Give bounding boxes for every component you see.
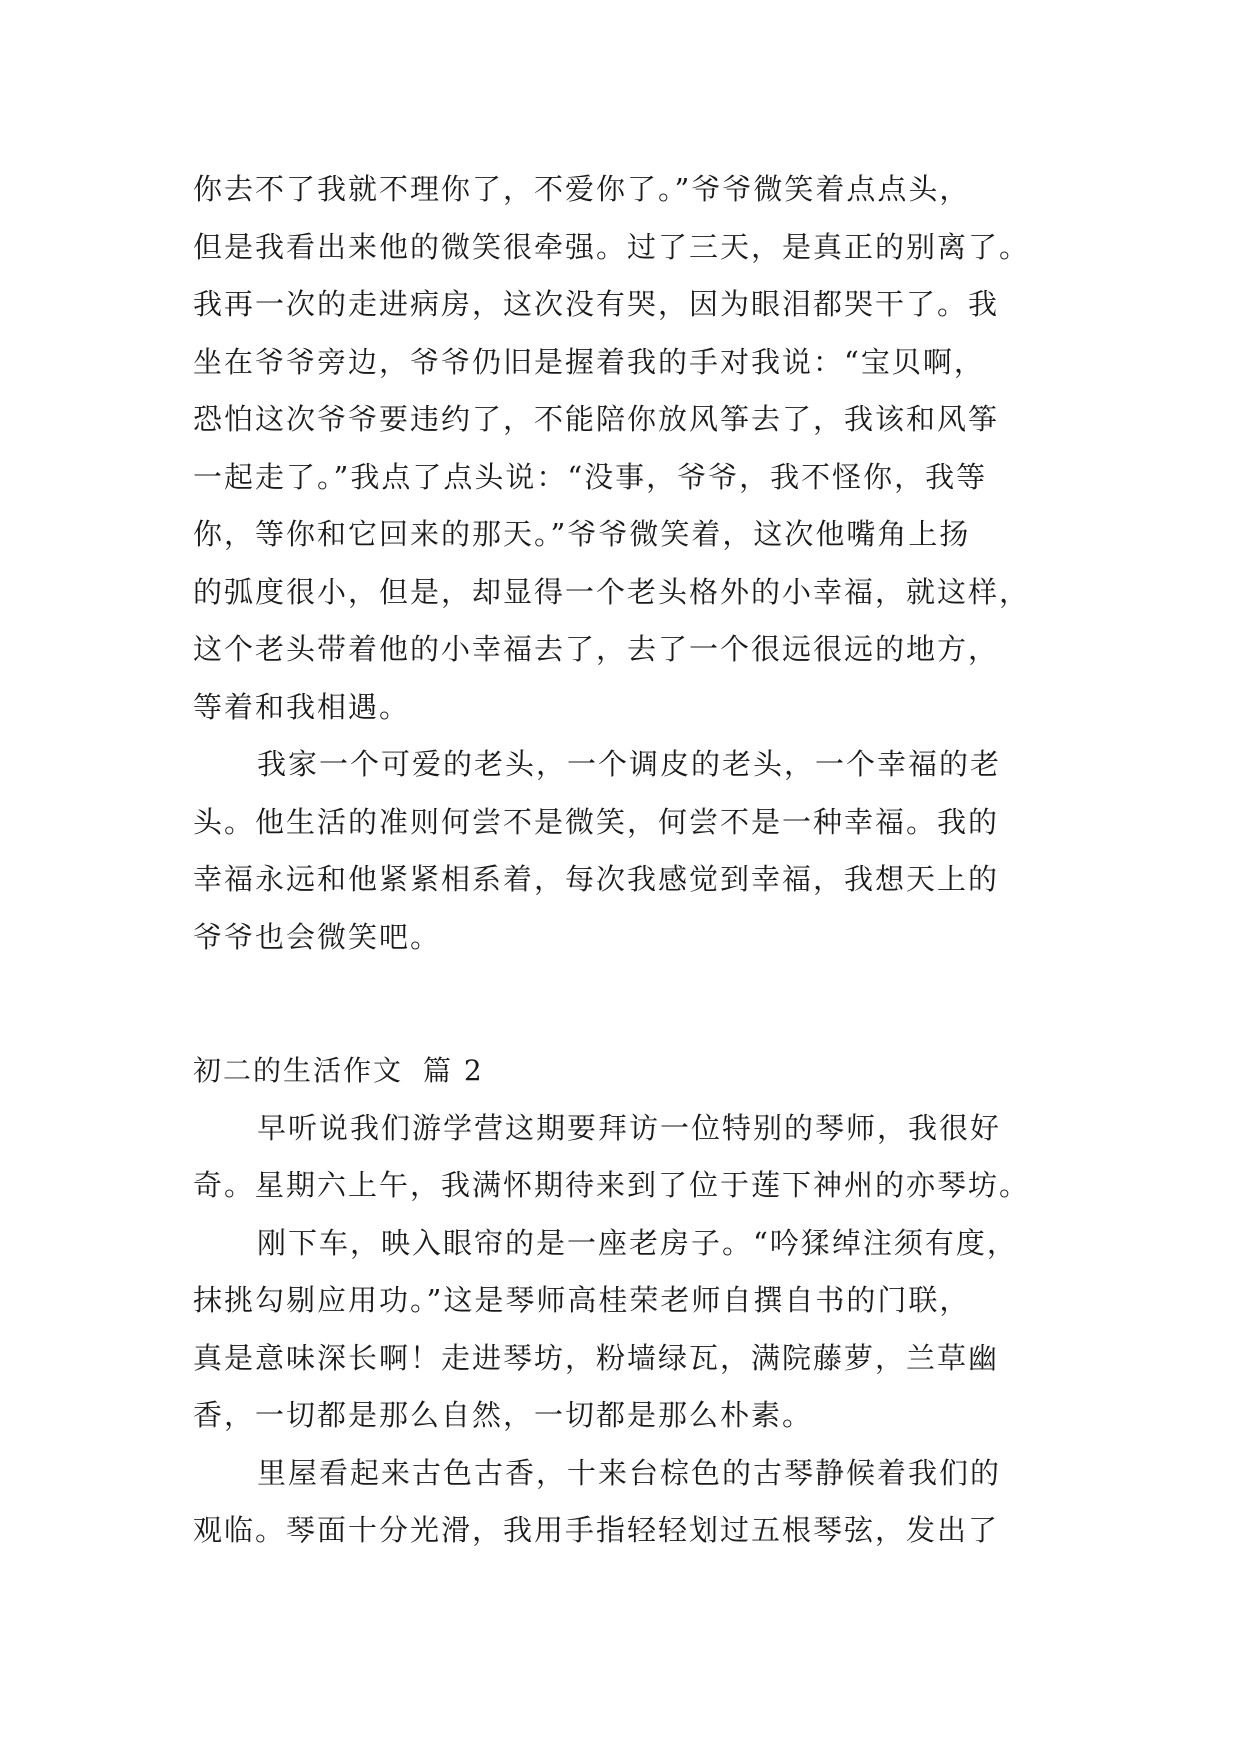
text-line: 刚下车，映入眼帘的是一座老房子。“吟猱绰注须有度， (257, 1225, 1018, 1260)
text-line: 等着和我相遇。 (193, 689, 411, 724)
section-gap (193, 966, 1073, 1042)
text-line: 一起走了。”我点了点头说：“没事，爷爷，我不怪你，我等 (193, 459, 988, 494)
text-line: 爷爷也会微笑吧。 (193, 919, 442, 954)
text-line: 里屋看起来古色古香，十来台棕色的古琴静候着我们的 (257, 1455, 1002, 1490)
text-line: 抹挑勾剔应用功。”这是琴师高桂荣老师自撰自书的门联， (193, 1283, 971, 1317)
paragraph-continued (193, 161, 1073, 736)
text-line: 观临。琴面十分光滑，我用手指轻轻划过五根琴弦，发出了 (193, 1513, 1000, 1547)
text-line: 你去不了我就不理你了，不爱你了。”爷爷微笑着点点头， (193, 172, 971, 206)
text-line: 的弧度很小，但是，却显得一个老头格外的小幸福，就这样， (193, 574, 1031, 609)
paragraph (193, 736, 1073, 966)
text-line: 你，等你和它回来的那天。”爷爷微笑着，这次他嘴角上扬 (193, 517, 971, 551)
document-body (193, 161, 1073, 1560)
text-line: 香，一切都是那么自然，一切都是那么朴素。 (193, 1398, 814, 1432)
paragraph (193, 1445, 1073, 1560)
text-line: 但是我看出来他的微笑很牵强。过了三天，是真正的别离了。 (193, 229, 1031, 264)
section-title: 初二的生活作文 (193, 1054, 404, 1087)
section-heading (193, 1042, 1073, 1100)
text-line: 我再一次的走进病房，这次没有哭，因为眼泪都哭干了。我 (193, 287, 1000, 321)
text-line: 恐怕这次爷爷要违约了，不能陪你放风筝去了，我该和风筝 (193, 402, 1000, 436)
text-line: 这个老头带着他的小幸福去了，去了一个很远很远的地方， (193, 632, 1000, 666)
paragraph (193, 1100, 1073, 1215)
section-label: 篇 2 (423, 1054, 484, 1087)
text-line: 幸福永远和他紧紧相系着，每次我感觉到幸福，我想天上的 (193, 862, 1000, 896)
text-line: 早听说我们游学营这期要拜访一位特别的琴师，我很好 (257, 1110, 1002, 1145)
text-line: 我家一个可爱的老头，一个调皮的老头，一个幸福的老 (257, 747, 1002, 781)
text-line: 奇。星期六上午，我满怀期待来到了位于莲下神州的亦琴坊。 (193, 1168, 1031, 1202)
text-line: 坐在爷爷旁边，爷爷仍旧是握着我的手对我说：“宝贝啊， (193, 344, 985, 379)
text-line: 头。他生活的准则何尝不是微笑，何尝不是一种幸福。我的 (193, 804, 1000, 839)
paragraph (193, 1215, 1073, 1445)
text-line: 真是意味深长啊！走进琴坊，粉墙绿瓦，满院藤萝，兰草幽 (193, 1340, 1000, 1375)
